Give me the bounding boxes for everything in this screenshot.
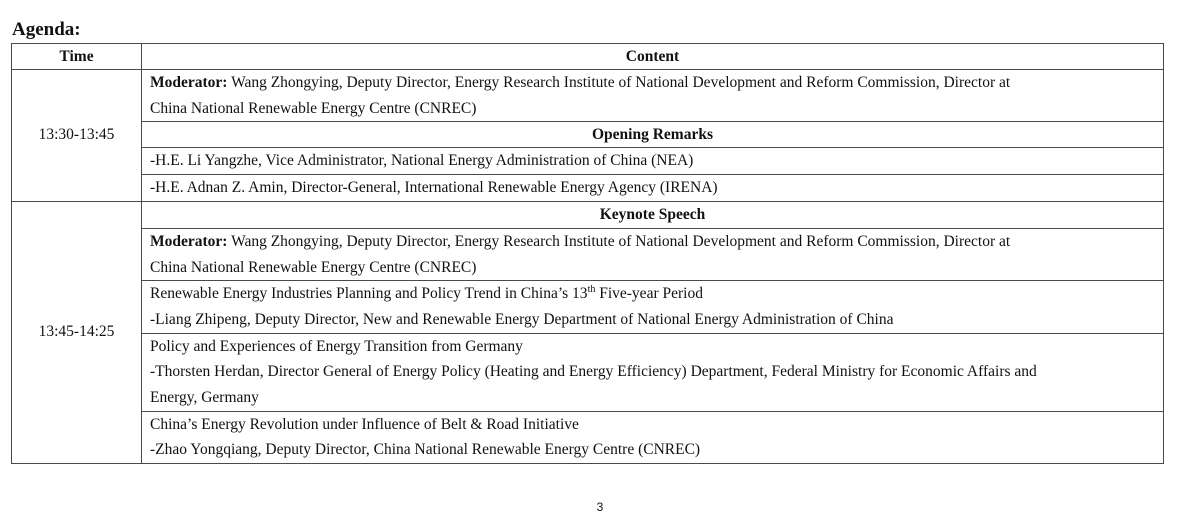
table-row xyxy=(12,70,1164,122)
moderator-text: Wang Zhongying, Deputy Director, Energy Research Institute of National Development and Reform Commission, Director at xyxy=(227,232,1011,250)
time-cell-opening: 13:30-13:45 xyxy=(12,70,142,202)
moderator-text-continued: China National Renewable Energy Centre (CNREC) xyxy=(150,258,477,276)
table-row xyxy=(12,333,1164,411)
moderator-line xyxy=(150,229,1155,255)
talk-speaker: -Zhao Yongqiang, Deputy Director, China National Renewable Energy Centre (CNREC) xyxy=(150,441,701,459)
talk-title-text-end: Five-year Period xyxy=(595,285,703,303)
talk-cell xyxy=(142,411,1164,463)
table-row xyxy=(12,411,1164,463)
talk-cell xyxy=(142,281,1164,333)
talk-speaker-continued: Energy, Germany xyxy=(150,389,259,407)
column-header-content: Content xyxy=(142,44,1164,70)
table-row xyxy=(12,228,1164,280)
column-header-time: Time xyxy=(12,44,142,70)
time-cell-keynote: 13:45-14:25 xyxy=(12,201,142,463)
moderator-label: Moderator: xyxy=(150,232,228,250)
section-title-opening-remarks: Opening Remarks xyxy=(142,122,1164,148)
speaker-item: -H.E. Li Yangzhe, Vice Administrator, National Energy Administration of China (NEA) xyxy=(142,148,1164,175)
talk-cell xyxy=(142,333,1164,411)
moderator-cell xyxy=(142,228,1164,280)
moderator-label: Moderator: xyxy=(150,74,228,91)
moderator-line xyxy=(150,70,1155,96)
speaker-item: -H.E. Adnan Z. Amin, Director-General, International Renewable Energy Agency (IRENA) xyxy=(142,175,1164,202)
talk-title: China’s Energy Revolution under Influence of Belt & Road Initiative xyxy=(150,415,579,433)
moderator-text-continued: China National Renewable Energy Centre (CNREC) xyxy=(150,99,477,117)
table-row xyxy=(12,201,1164,228)
section-title-keynote-speech: Keynote Speech xyxy=(142,201,1164,228)
table-row xyxy=(12,148,1164,175)
table-row xyxy=(12,175,1164,202)
table-row xyxy=(12,281,1164,333)
moderator-text: Wang Zhongying, Deputy Director, Energy Research Institute of National Development and Reform Commission, Director at xyxy=(227,74,1011,91)
talk-speaker: -Liang Zhipeng, Deputy Director, New and Renewable Energy Department of National Energy Administration of China xyxy=(150,310,894,328)
moderator-cell xyxy=(142,70,1164,122)
talk-title-text: Renewable Energy Industries Planning and Policy Trend in China’s 13 xyxy=(150,285,588,303)
talk-title: Policy and Experiences of Energy Transition from Germany xyxy=(150,337,523,355)
page-number: 3 xyxy=(596,500,604,514)
talk-title xyxy=(150,281,1155,307)
agenda-table xyxy=(11,43,1164,464)
talk-title-superscript: th xyxy=(587,284,596,296)
table-header-row xyxy=(12,44,1164,70)
page-title: Agenda: xyxy=(12,19,81,40)
table-row xyxy=(12,122,1164,148)
talk-speaker: -Thorsten Herdan, Director General of Energy Policy (Heating and Energy Efficiency) Department, Federal Ministry for Economic Affairs and xyxy=(150,363,1037,381)
